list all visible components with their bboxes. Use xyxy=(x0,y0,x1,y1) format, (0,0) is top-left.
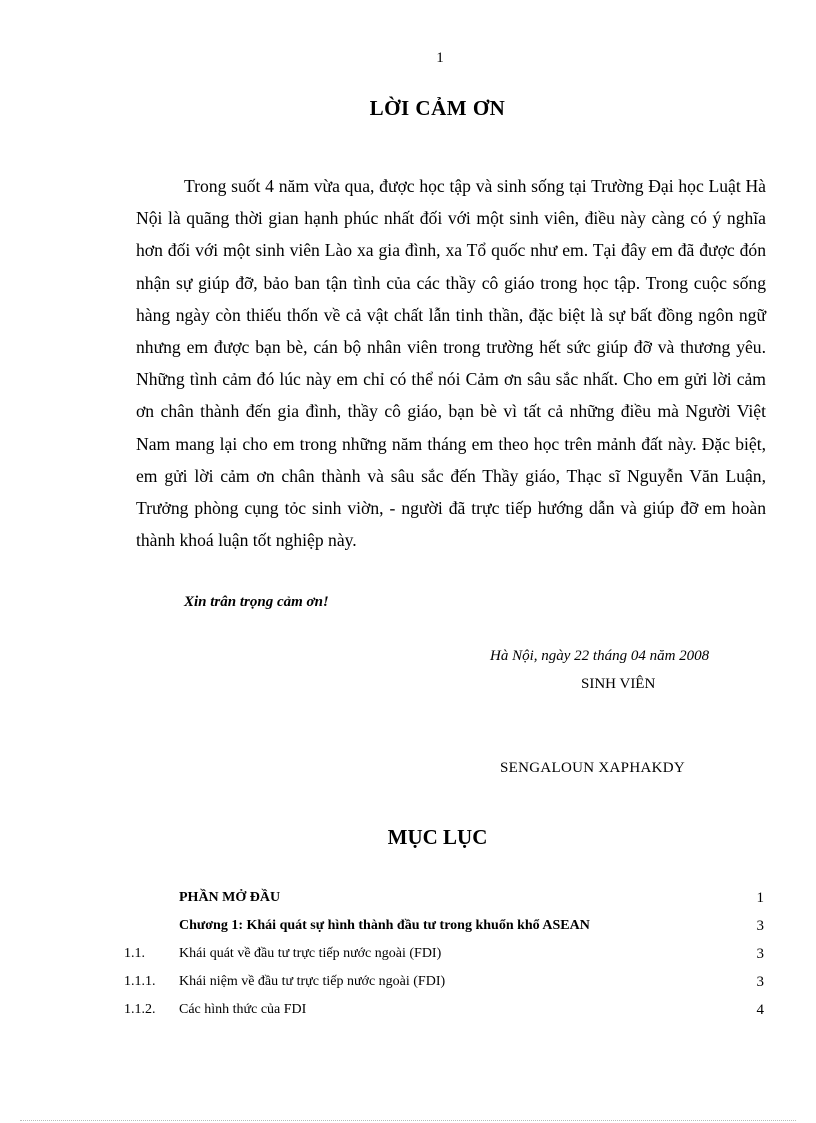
toc-entry[interactable] xyxy=(124,884,764,912)
toc-entry[interactable] xyxy=(124,940,764,968)
page-bottom-divider xyxy=(20,1120,796,1121)
toc-title: MỤC LỤC xyxy=(387,825,488,849)
toc-entry[interactable] xyxy=(124,968,764,996)
page-number: 1 xyxy=(436,50,444,66)
toc-entry[interactable] xyxy=(124,996,764,1024)
toc-entry-page: 3 xyxy=(756,974,764,990)
toc-entry-page: 3 xyxy=(756,946,764,962)
toc-entry-page: 3 xyxy=(756,918,764,934)
toc-entry-text: PHẦN MỞ ĐẦU xyxy=(179,890,281,905)
toc-entry-text: Khái quát về đầu tư trực tiếp nước ngoài (FDI) xyxy=(179,946,442,961)
signer-name: SENGALOUN XAPHAKDY xyxy=(500,760,685,776)
acknowledgement-body xyxy=(136,170,766,556)
toc-entry-text: Chương 1: Khái quát sự hình thành đầu tư trong khuổn khổ ASEAN xyxy=(179,918,590,933)
toc-entry-text: Các hình thức của FDI xyxy=(179,1002,307,1017)
toc-entry-page: 4 xyxy=(756,1002,764,1018)
toc-entry-number: 1.1.1. xyxy=(124,974,156,989)
acknowledgement-body-text: Trong suốt 4 năm vừa qua, được học tập và sinh sống tại Trường Đại học Luật Hà Nội là quãng thời gian hạnh phúc nhất đối với một sinh viên, điều này càng có ý nghĩa hơn đối với một sinh viên Lào xa gia đình, xa Tổ quốc như em. Tại đây em đã được đón nhận sự giúp đỡ, bảo ban tận tình của các thầy cô giáo trong học tập. Trong cuộc sống hàng ngày còn thiếu thốn về cả vật chất lẫn tinh thần, đặc biệt là sự bất đồng ngôn ngữ nhưng em được bạn bè, cán bộ nhân viên trong trường hết sức giúp đỡ và thương yêu. Những tình cảm đó lúc này em chỉ có thể nói Cảm ơn sâu sắc nhất. Cho em gửi lời cảm ơn chân thành đến gia đình, thầy cô giáo, bạn bè vì tất cả những điều mà Người Việt Nam mang lại cho em trong những năm tháng em theo học trên mảnh đất này. Đặc biệt, em gửi lời cảm ơn chân thành và sâu sắc đến Thầy giáo, Thạc sĩ Nguyễn Văn Luận, Trưởng phòng cụng tỏc sinh viờn, - người đã trực tiếp hướng dẫn và giúp đỡ em hoàn thành khoá luận tốt nghiệp này. xyxy=(136,176,766,551)
toc-entry-page: 1 xyxy=(756,890,764,906)
acknowledgement-title: LỜI CẢM ƠN xyxy=(369,96,506,120)
toc-entry-number: 1.1.2. xyxy=(124,1002,156,1017)
closing-line: Xin trân trọng cảm ơn! xyxy=(184,594,329,610)
table-of-contents xyxy=(124,884,764,1024)
toc-entry-text: Khái niệm về đầu tư trực tiếp nước ngoài (FDI) xyxy=(179,974,446,989)
signer-role: SINH VIÊN xyxy=(581,676,656,692)
toc-entry[interactable] xyxy=(124,912,764,940)
date-line: Hà Nội, ngày 22 tháng 04 năm 2008 xyxy=(490,648,710,664)
toc-entry-number: 1.1. xyxy=(124,946,145,961)
